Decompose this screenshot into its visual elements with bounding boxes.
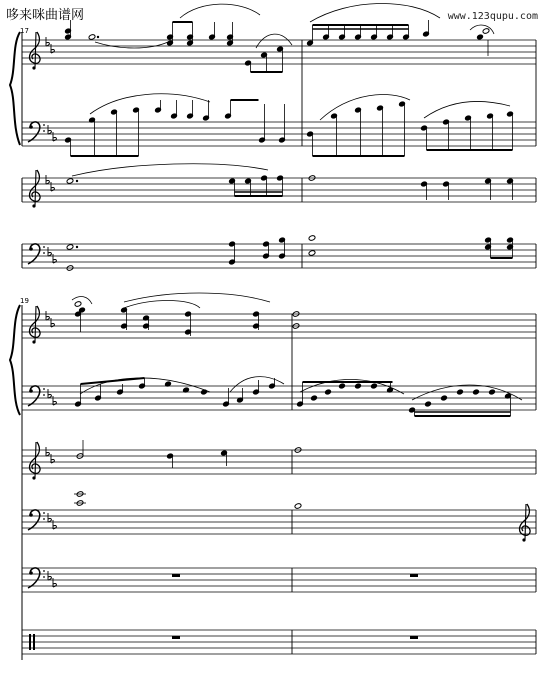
measure-number-system-1: 17 [20, 27, 29, 35]
notes-staff-2 [65, 94, 514, 156]
site-title: 哆来咪曲谱网 [6, 8, 85, 23]
notes-staff-4 [66, 235, 513, 271]
staff-part-3 [22, 178, 536, 202]
notes-staff-3 [66, 164, 513, 200]
bass-clef-icon [28, 122, 45, 142]
measure-number-system-2: 19 [20, 297, 29, 305]
system-2 [10, 293, 536, 660]
notes-staff-1 [65, 3, 494, 72]
site-url: www.123qupu.com [447, 11, 538, 22]
system-1 [10, 3, 536, 271]
staff-piano-left [22, 122, 536, 146]
